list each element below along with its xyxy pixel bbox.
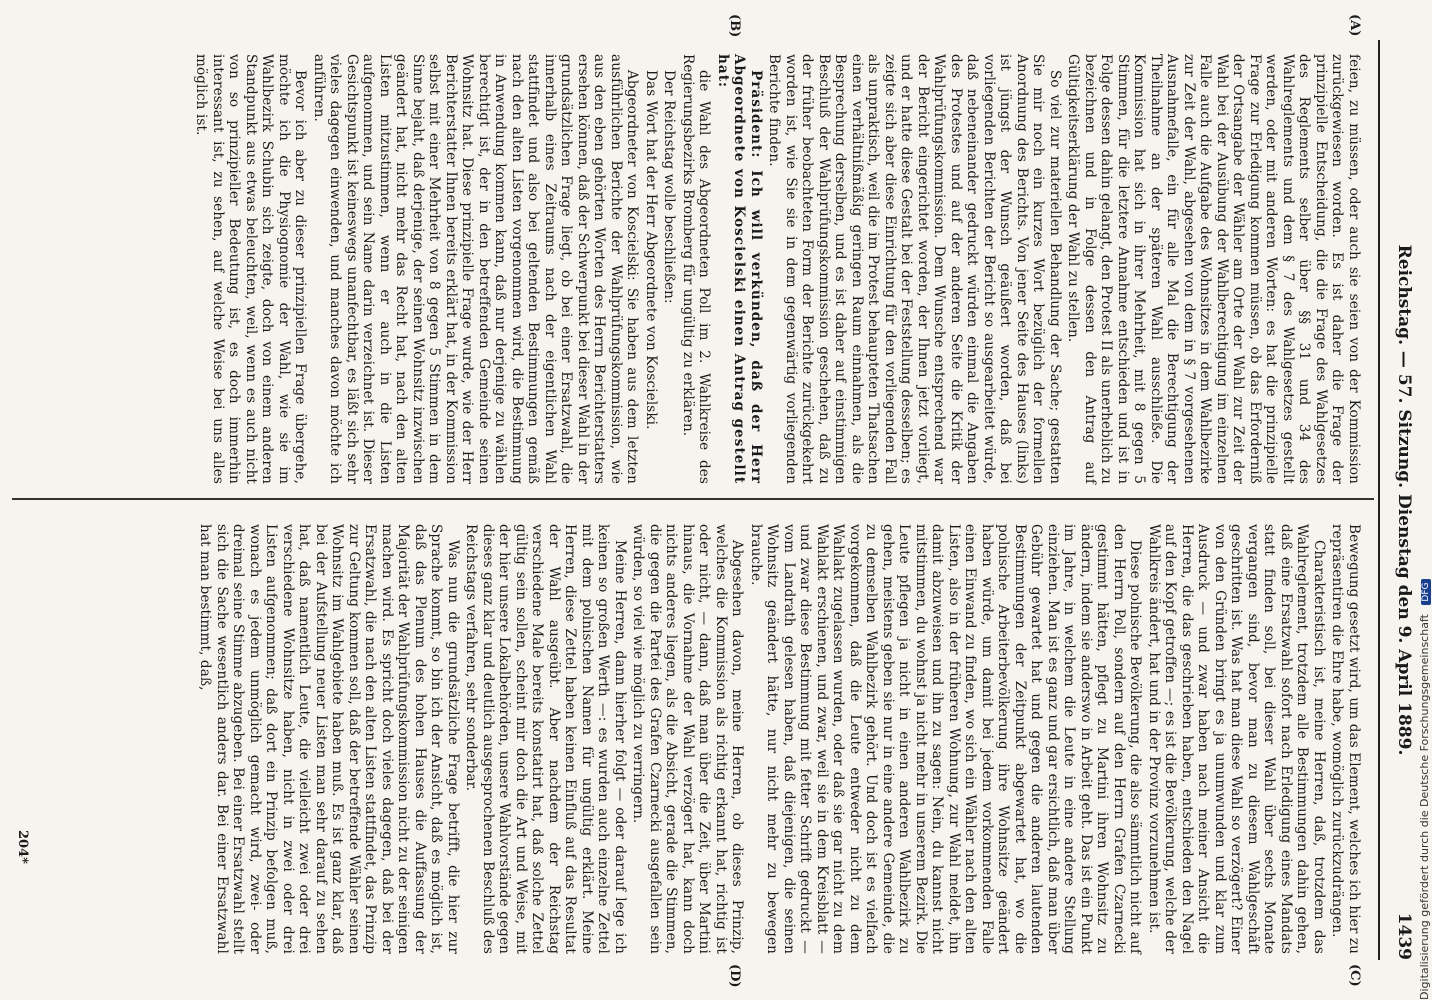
margin-mark-a: (A) xyxy=(1347,14,1362,37)
paragraph: Der Reichstag wolle beschließen: xyxy=(661,70,678,304)
paragraph-speaker: Präsident: Ich will verkünden, daß der Herr Abgeordnete von Koscielski einen Antrag gestellt hat: xyxy=(715,54,764,484)
paragraph-speaker: Abgeordneter von Koscielski: Sie haben aus dem letzten ausführlichen Berichte der Wahlprüfungskommission, wie aus den eben gehörten Worten des Herrn Berichterstatters ersehen können, daß der Schwerpunkt bei dieser Wahl in der grundsätzlichen Frage liegt, ob bei einer Ersatzwahl, die innerhalb eines Zeitraums nach der eigentlichen Wahl stattfindet und also bei geltenden Bestimmungen gemäß nach den alten Listen vorgenommen wird, die Bestimmung in Anwendung kommen kann, daß nur derjenige zu wählen berechtigt ist, der in den betreffenden Gemeinde seinen Wohnsitz hat. Diese prinzipielle Frage wurde, wie der Herr Berichterstatter Ihnen bereits erklärt hat, in der Kommission selbst mit einer Mehrheit von 8 gegen 5 Stimmen in dem Sinne bejaht, daß derjenige, der seinen Wohnsitz inzwischen geändert hat, nicht mehr das Recht hat, nach den alten Listen mitzustimmen, wenn er auch in die Listen aufgenommen, und sein Name darin verzeichnet ist. Dieser Gesichtspunkt ist keineswegs unanfechtbar, es läßt sich sehr vieles dagegen einwenden, und manches davon möchte ich anführen. xyxy=(311,54,641,484)
paragraph: Bewegung gesetzt wird, um das Element, welches ich hier zu repräsentiren die Ehre habe, womöglich zurückzudrängen. xyxy=(1329,524,1362,954)
running-head xyxy=(1386,40,1414,960)
left-column xyxy=(191,54,1362,484)
paragraph: Meine Herren, dann hierher folgt — oder darauf lege ich keinen so großen Werth —: es wurden auch einzelne Zettel mit dem polnischen Namen für ungültig erklärt. Meine Herren, diese Zettel haben keinen Einfluß auf das Resultat der Wahl ausgeübt. Aber nachdem der Reichstag verschiedene Male bereits konstatirt hat, daß solche Zettel gültig sein sollen, scheint mir doch die Art und Weise, mit der hier unsere Lokalbehörden, unsere Wahlvorstände gegen dieses ganz klar und deutlich ausgesprochenen Beschluß des Reichstags verfahren, sehr sonderbar. xyxy=(463,524,628,954)
header-rule xyxy=(1378,40,1380,960)
paragraph: Das Wort hat der Herr Abgeordnete von Koscielski. xyxy=(643,70,659,430)
paragraph: Diese polnische Bevölkerung, die also sämmtlich nicht auf den Herrn Poll, sondern auf den Herrn Grafen Czarnecki gestimmt hätten, pflegt zu Martini ihren Wohnsitz zu ändern, indem sie anderswo in Arbeit geht. Das ist ein Punkt im Jahre, in welchem die Leute in eine andere Stellung einziehen. Man ist es ganz und gar ersichtlich, daß man über Gebühr gewartet hat und gegen die anderen lautenden Bestimmungen der Zeitpunkt abgewartet hat, wo die polnische Arbeiterbevölkerung ihre Wohnsitze geändert haben würde, um damit bei jedem vorkommenden Falle einen Einwand zu finden, wo sich ein Wähler nach den alten Listen, also in der früheren Wohnung, zur Wahl meldet, ihn damit abzuweisen und ihn zu sagen: Nein, du kannst nicht mitstimmen, du wohnst ja nicht mehr in unserem Bezirk. Die Leute pflegen ja nicht in einen anderen Wahlbezirk zu gehen, meistens geben sie nur in eine andere Gemeinde, die zu demselben Wahlbezirk gehört. Und doch ist es vielfach vorgekommen, daß die Leute entweder nicht zu dem Wahlakt zugelassen wurden, oder daß sie gar nicht zu dem Wahlakt erschienen, und zwar, weil sie in dem Kreisblatt — und zwar diese Bestimmung mit fetter Schrift gedruckt — vom Landrath gelesen haben, daß diejenigen, die seinen Wohnsitz geändert hätte, nur nicht mehr zu bewegen brauche. xyxy=(748,524,1144,954)
digitization-credit xyxy=(1418,0,1432,1000)
paragraph: die Wahl des Abgeordneten Poll im 2. Wahlkreise des Regierungsbezirks Bromberg für ungültig zu erklären. xyxy=(680,54,713,484)
paragraph: Abgesehen davon, meine Herren, ob dieses Prinzip, welches die Kommission als richtig erkannt hat, richtig ist oder nicht, — dann, daß man über die Zeit, über Martini hinaus, die Vornahme der Wahl verzögert hat, kann doch nichts anderes liegen, als die Absicht, gerade die Stimmen, die gegen die Partei des Grafen Czarnecki ausgefallen sein würden, so viel wie möglich zu verringern. xyxy=(630,524,746,954)
margin-mark-b: (B) xyxy=(727,14,742,38)
paragraph: So viel zur materiellen Behandlung der Sache; gestatten Sie mir noch ein kurzes Wort bezüglich der formellen Anordnung des Berichts. Von jener Seite des Hauses (links) ist jüngst der Wunsch geäußert worden, daß bei vorliegenden Berichten der Bericht so ausgearbeitet würde, daß nebeneinander gedruckt würden einmal die Angaben des Protestes und auf der anderen Seite die Kritik der Wahlprüfungskommission. Dem Wunsche entsprechend war der Bericht eingerichtet worden, der Ihnen jetzt vorliegt, und er hatte diese Gestalt bei der Feststellung desselben; es zeigte sich aber diese Einrichtung für den vorliegenden Fall als unpraktisch, weil die im Protest behaupteten Thatsachen einen verhältnißmäßig geringen Raum einnahmen, als die Besprechung derselben, und es ist daher auf einstimmigen Beschluß der Wahlprüfungskommission geschehen, daß zu der früher beobachteten Form der Berichte zurückgekehrt worden ist, wie Sie sie in dem gegenwärtig vorliegenden Berichte finden. xyxy=(766,54,1063,484)
paragraph: Bevor ich aber zu dieser prinzipiellen Frage übergehe, möchte ich die Physiognomie der Wahl, wie sie im Wahlbezirk Schubin sich zeigte, doch von einem anderen Standpunkt aus etwas beleuchten, weil, wenn es auch nicht von so prinzipieller Bedeutung ist, es doch immerhin interessant ist, zu sehen, auf welche Weise bei uns alles möglich ist. xyxy=(193,54,309,484)
right-column xyxy=(195,524,1362,954)
paragraph: Was nun die grundsätzliche Frage betrifft, die hier zur Sprache kommt, so bin ich der Ansicht, daß es möglich ist, daß das Plenum des hohen Hauses die Auffassung der Majorität der Wahlprüfungskommission nicht zu der seinigen machen wird. Es spricht doch vieles dagegen, daß bei der Ersatzwahl, die nach den alten Listen stattfindet, das Prinzip zur Geltung kommen soll, daß der betreffende Wähler seinen Wohnsitz im Wahlgebiete haben muß. Es ist ganz klar, daß bei der Aufstellung neuer Listen man sehr darauf zu sehen hat, daß namentlich Leute, die vielleicht zwei oder drei verschiedene Wohnsitze haben, nicht in zwei oder drei Listen aufgenommen; daß dort ein Prinzip befolgen muß, wonach es jedem unmöglich gemacht wird, zwei- oder dreimal seine Stimme abzugeben. Bei einer Ersatzwahl stellt sich die Sache wesentlich anders dar. Bei einer Ersatzwahl hat man bestimmt, daß, xyxy=(197,524,461,954)
dfg-logo: DFG xyxy=(1421,579,1431,604)
credit-text: Digitalisierung gefördert durch die Deutsche Forschungsgemeinschaft xyxy=(1418,614,1431,1000)
running-head-title: Reichstag. — 57. Sitzung. Dienstag den 9. April 1889. xyxy=(1394,244,1414,756)
signature-mark: 204* xyxy=(15,830,30,864)
column-divider xyxy=(12,498,1374,500)
page-number: 1439 xyxy=(1394,912,1414,960)
margin-mark-d: (D) xyxy=(727,964,742,988)
margin-mark-c: (C) xyxy=(1347,964,1362,987)
paragraph: Charakteristisch ist, meine Herren, daß, trotzdem das Wahlreglement, trotzdem alle Bestimmungen dahin gehen, daß eine Ersatzwahl sofort nach Erledigung eines Mandats statt finden soll, bei dieser Wahl über sechs Monate vergangen sind, bevor man zu diesem Wahlgeschäft geschritten ist. Was hat man diese Wahl so verzögert? Einer von den Gründen bringt es ja unumwunden und klar zum Ausdruck — und zwar haben nach meiner Ansicht die Herren, die das geschrieben haben, entschieden den Nagel auf den Kopf getroffen —; es ist die Bevölkerung, welche der Wahlkreis ändert, hat und in der Provinz vorzunehmen ist. xyxy=(1146,524,1327,954)
paragraph: feien, zu müssen, oder auch sie seien von der Kommission zurückgewiesen worden. Es ist daher die Frage der prinzipielle Entscheidung, die die Frage des Wahlgesetzes des Reglements selber über §§ 31 und 34 des Wahlreglements und dem § 7 des Wahlgesetzes gestellt werden, oder mit anderen Worten: es hat die prinzipielle Frage zur Erledigung kommen müssen, ob das Erforderniß der Ortsangabe der Wähler am Orte der Wahl zur Zeit der Wahl bei der Ausübung der Wahlberechtigung im einzelnen Falle auch die Aufgabe des Wohnsitzes in dem Wahlbezirke zur Zeit der Wahl, abgesehen von dem in § 7 vorgesehenen Ausnahmefalle, ein für alle Mal die Berechtigung der Theilnahme an der späteren Wahl ausschließe. Die Kommission hat sich in ihrer Mehrheit, mit 8 gegen 5 Stimmen, für die letztere Annahme entschieden und ist in Folge dessen dahin gelangt, den Protest II als unerheblich zu bezeichnen und in Folge dessen den Antrag auf Gültigkeitserklärung der Wahl zu stellen. xyxy=(1065,54,1362,484)
